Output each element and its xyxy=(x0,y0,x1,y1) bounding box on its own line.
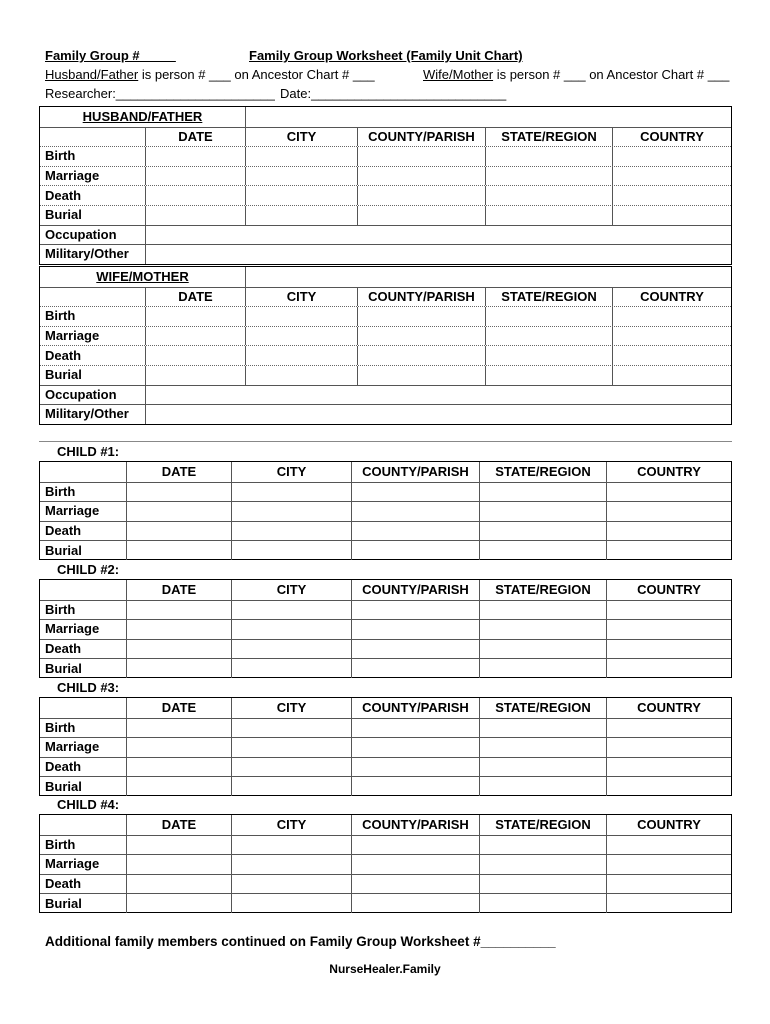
column-city: CITY xyxy=(245,128,357,147)
row-label: Birth xyxy=(45,483,76,499)
county-cell[interactable] xyxy=(351,777,479,796)
husband-label: Husband/Father xyxy=(45,67,139,82)
date-cell[interactable] xyxy=(126,502,231,521)
column-country: COUNTRY xyxy=(606,462,731,482)
child-1-title: CHILD #1: xyxy=(57,444,120,459)
country-cell[interactable] xyxy=(606,894,731,913)
date-cell[interactable] xyxy=(126,777,231,796)
occupation-cell[interactable] xyxy=(145,226,731,245)
country-cell[interactable] xyxy=(606,640,731,659)
empty-cell xyxy=(40,580,126,600)
country-cell[interactable] xyxy=(612,327,731,346)
child-1-table xyxy=(39,461,732,560)
county-cell[interactable] xyxy=(351,894,479,913)
table-row xyxy=(40,540,731,560)
city-cell[interactable] xyxy=(231,836,351,855)
date-cell[interactable] xyxy=(126,738,231,757)
table-row xyxy=(40,365,731,385)
table-row xyxy=(40,166,731,186)
row-label: Military/Other xyxy=(45,246,129,262)
row-label: Burial xyxy=(45,895,82,911)
column-county: COUNTY/PARISH xyxy=(351,462,479,482)
county-cell[interactable] xyxy=(357,346,485,365)
county-cell[interactable] xyxy=(357,167,485,186)
city-cell[interactable] xyxy=(245,366,357,385)
city-cell[interactable] xyxy=(231,659,351,678)
date-cell[interactable] xyxy=(126,894,231,913)
row-label: Occupation xyxy=(45,226,117,242)
military-cell[interactable] xyxy=(145,245,731,264)
date-cell[interactable] xyxy=(145,186,245,205)
wife-title: WIFE/MOTHER xyxy=(96,268,189,284)
state-cell[interactable] xyxy=(479,659,606,678)
column-county: COUNTY/PARISH xyxy=(357,128,485,147)
state-cell[interactable] xyxy=(479,894,606,913)
city-cell[interactable] xyxy=(245,186,357,205)
row-label: Burial xyxy=(45,778,82,794)
child-4-title: CHILD #4: xyxy=(57,797,120,812)
table-row xyxy=(40,737,731,757)
table-row xyxy=(40,244,731,264)
row-label: Military/Other xyxy=(45,406,129,422)
empty-cell xyxy=(245,107,731,127)
county-cell[interactable] xyxy=(351,483,479,502)
date-cell[interactable] xyxy=(126,483,231,502)
column-header-row xyxy=(40,287,731,307)
table-row xyxy=(40,757,731,777)
date-cell[interactable] xyxy=(126,522,231,541)
state-cell[interactable] xyxy=(485,206,612,225)
column-state: STATE/REGION xyxy=(479,815,606,835)
city-cell[interactable] xyxy=(231,640,351,659)
county-cell[interactable] xyxy=(357,186,485,205)
date-cell[interactable] xyxy=(145,147,245,166)
row-label: Birth xyxy=(45,148,76,164)
city-cell[interactable] xyxy=(231,483,351,502)
date-cell[interactable] xyxy=(145,167,245,186)
column-country: COUNTRY xyxy=(606,698,731,718)
state-cell[interactable] xyxy=(479,875,606,894)
country-cell[interactable] xyxy=(606,758,731,777)
city-cell[interactable] xyxy=(245,327,357,346)
table-row xyxy=(40,718,731,738)
table-row xyxy=(40,658,731,678)
empty-cell xyxy=(40,288,145,307)
table-row xyxy=(40,385,731,405)
row-label: Occupation xyxy=(45,386,117,402)
row-label: Death xyxy=(45,523,82,539)
country-cell[interactable] xyxy=(612,366,731,385)
column-country: COUNTRY xyxy=(612,288,731,307)
row-label: Burial xyxy=(45,207,82,223)
column-header-row xyxy=(40,580,731,600)
military-cell[interactable] xyxy=(145,405,731,424)
row-label: Marriage xyxy=(45,168,100,184)
empty-cell xyxy=(40,128,145,147)
country-cell[interactable] xyxy=(606,620,731,639)
row-label: Marriage xyxy=(45,621,100,637)
table-row xyxy=(40,501,731,521)
row-label: Marriage xyxy=(45,503,100,519)
state-cell[interactable] xyxy=(479,719,606,738)
city-cell[interactable] xyxy=(231,502,351,521)
county-cell[interactable] xyxy=(351,659,479,678)
city-cell[interactable] xyxy=(231,601,351,620)
researcher-field[interactable]: Researcher:______________________ xyxy=(45,86,275,101)
date-field[interactable]: Date:___________________________ xyxy=(280,86,507,101)
column-header-row xyxy=(40,815,731,835)
wife-person-text: is person # ___ on Ancestor Chart # ___ xyxy=(493,67,730,82)
city-cell[interactable] xyxy=(231,777,351,796)
table-row xyxy=(40,776,731,796)
column-date: DATE xyxy=(145,128,245,147)
date-cell[interactable] xyxy=(126,659,231,678)
child-3-title: CHILD #3: xyxy=(57,680,120,695)
state-cell[interactable] xyxy=(479,836,606,855)
country-cell[interactable] xyxy=(612,186,731,205)
column-city: CITY xyxy=(231,462,351,482)
wife-title-row xyxy=(40,267,731,287)
date-cell[interactable] xyxy=(145,346,245,365)
country-cell[interactable] xyxy=(606,855,731,874)
row-label: Burial xyxy=(45,367,82,383)
date-cell[interactable] xyxy=(126,875,231,894)
country-cell[interactable] xyxy=(606,777,731,796)
country-cell[interactable] xyxy=(606,659,731,678)
husband-title: HUSBAND/FATHER xyxy=(82,108,203,124)
state-cell[interactable] xyxy=(485,186,612,205)
child-2-title: CHILD #2: xyxy=(57,562,120,577)
city-cell[interactable] xyxy=(245,307,357,326)
county-cell[interactable] xyxy=(351,836,479,855)
row-label: Marriage xyxy=(45,856,100,872)
date-cell[interactable] xyxy=(145,327,245,346)
empty-cell xyxy=(40,462,126,482)
child-4-table xyxy=(39,814,732,913)
husband-title-row xyxy=(40,107,731,127)
date-cell[interactable] xyxy=(126,855,231,874)
table-row xyxy=(40,893,731,913)
table-row xyxy=(40,404,731,424)
row-label: Birth xyxy=(45,308,76,324)
date-cell[interactable] xyxy=(145,366,245,385)
city-cell[interactable] xyxy=(245,167,357,186)
city-cell[interactable] xyxy=(231,894,351,913)
continued-note[interactable]: Additional family members continued on Family Group Worksheet #__________ xyxy=(45,934,556,949)
country-cell[interactable] xyxy=(606,502,731,521)
city-cell[interactable] xyxy=(231,855,351,874)
state-cell[interactable] xyxy=(479,855,606,874)
row-label: Death xyxy=(45,347,82,363)
column-country: COUNTRY xyxy=(606,580,731,600)
column-city: CITY xyxy=(231,698,351,718)
date-cell[interactable] xyxy=(126,640,231,659)
table-row xyxy=(40,185,731,205)
column-city: CITY xyxy=(231,580,351,600)
county-cell[interactable] xyxy=(351,719,479,738)
state-cell[interactable] xyxy=(479,738,606,757)
county-cell[interactable] xyxy=(351,601,479,620)
state-cell[interactable] xyxy=(479,777,606,796)
table-row xyxy=(40,225,731,245)
county-cell[interactable] xyxy=(357,307,485,326)
divider xyxy=(39,441,732,442)
column-city: CITY xyxy=(245,288,357,307)
wife-table xyxy=(39,266,732,425)
row-label: Marriage xyxy=(45,328,100,344)
country-cell[interactable] xyxy=(606,601,731,620)
date-cell[interactable] xyxy=(126,541,231,560)
county-cell[interactable] xyxy=(357,206,485,225)
country-cell[interactable] xyxy=(612,167,731,186)
table-row xyxy=(40,146,731,166)
child-2-table xyxy=(39,579,732,678)
city-cell[interactable] xyxy=(231,875,351,894)
country-cell[interactable] xyxy=(612,307,731,326)
date-cell[interactable] xyxy=(145,307,245,326)
city-cell[interactable] xyxy=(245,346,357,365)
county-cell[interactable] xyxy=(351,640,479,659)
row-label: Birth xyxy=(45,601,76,617)
city-cell[interactable] xyxy=(231,620,351,639)
county-cell[interactable] xyxy=(351,502,479,521)
column-state: STATE/REGION xyxy=(479,698,606,718)
table-row xyxy=(40,854,731,874)
husband-person-text: is person # ___ on Ancestor Chart # ___ xyxy=(138,67,375,82)
row-label: Marriage xyxy=(45,739,100,755)
date-cell[interactable] xyxy=(145,206,245,225)
column-header-row xyxy=(40,698,731,718)
table-row xyxy=(40,345,731,365)
state-cell[interactable] xyxy=(485,167,612,186)
row-label: Death xyxy=(45,876,82,892)
city-cell[interactable] xyxy=(231,541,351,560)
state-cell[interactable] xyxy=(479,483,606,502)
page-title: Family Group Worksheet (Family Unit Chart) xyxy=(249,48,523,63)
table-row xyxy=(40,482,731,502)
state-cell[interactable] xyxy=(479,640,606,659)
country-cell[interactable] xyxy=(606,719,731,738)
table-row xyxy=(40,600,731,620)
row-label: Burial xyxy=(45,542,82,558)
table-row xyxy=(40,521,731,541)
table-row xyxy=(40,326,731,346)
state-cell[interactable] xyxy=(479,620,606,639)
country-cell[interactable] xyxy=(612,147,731,166)
wife-label: Wife/Mother xyxy=(423,67,494,82)
column-state: STATE/REGION xyxy=(485,288,612,307)
table-row xyxy=(40,835,731,855)
column-county: COUNTY/PARISH xyxy=(357,288,485,307)
state-cell[interactable] xyxy=(479,541,606,560)
city-cell[interactable] xyxy=(245,147,357,166)
date-cell[interactable] xyxy=(126,620,231,639)
column-country: COUNTRY xyxy=(606,815,731,835)
column-county: COUNTY/PARISH xyxy=(351,815,479,835)
column-date: DATE xyxy=(126,580,231,600)
child-3-table xyxy=(39,697,732,796)
row-label: Death xyxy=(45,187,82,203)
state-cell[interactable] xyxy=(485,366,612,385)
column-city: CITY xyxy=(231,815,351,835)
county-cell[interactable] xyxy=(357,147,485,166)
city-cell[interactable] xyxy=(231,738,351,757)
state-cell[interactable] xyxy=(479,601,606,620)
column-date: DATE xyxy=(126,698,231,718)
county-cell[interactable] xyxy=(351,855,479,874)
row-label: Death xyxy=(45,759,82,775)
country-cell[interactable] xyxy=(612,206,731,225)
column-state: STATE/REGION xyxy=(479,462,606,482)
city-cell[interactable] xyxy=(245,206,357,225)
empty-cell xyxy=(40,698,126,718)
county-cell[interactable] xyxy=(357,366,485,385)
country-cell[interactable] xyxy=(606,541,731,560)
column-date: DATE xyxy=(145,288,245,307)
country-cell[interactable] xyxy=(606,522,731,541)
column-county: COUNTY/PARISH xyxy=(351,580,479,600)
state-cell[interactable] xyxy=(479,758,606,777)
state-cell[interactable] xyxy=(479,522,606,541)
city-cell[interactable] xyxy=(231,522,351,541)
state-cell[interactable] xyxy=(485,346,612,365)
country-cell[interactable] xyxy=(606,875,731,894)
country-cell[interactable] xyxy=(606,483,731,502)
site-name: NurseHealer.Family xyxy=(329,962,441,976)
county-cell[interactable] xyxy=(351,541,479,560)
date-cell[interactable] xyxy=(126,836,231,855)
country-cell[interactable] xyxy=(606,738,731,757)
row-label: Birth xyxy=(45,719,76,735)
county-cell[interactable] xyxy=(351,620,479,639)
column-country: COUNTRY xyxy=(612,128,731,147)
column-header-row xyxy=(40,462,731,482)
table-row xyxy=(40,639,731,659)
city-cell[interactable] xyxy=(231,719,351,738)
state-cell[interactable] xyxy=(485,327,612,346)
empty-cell xyxy=(245,267,731,287)
column-state: STATE/REGION xyxy=(485,128,612,147)
column-date: DATE xyxy=(126,462,231,482)
family-group-number[interactable]: Family Group #_____ xyxy=(45,48,176,63)
table-row xyxy=(40,874,731,894)
county-cell[interactable] xyxy=(351,522,479,541)
date-cell[interactable] xyxy=(126,601,231,620)
row-label: Burial xyxy=(45,660,82,676)
row-label: Death xyxy=(45,641,82,657)
table-row xyxy=(40,205,731,225)
table-row xyxy=(40,619,731,639)
wife-person-line[interactable] xyxy=(423,67,729,83)
date-cell[interactable] xyxy=(126,719,231,738)
husband-table xyxy=(39,106,732,265)
column-header-row xyxy=(40,127,731,147)
table-row xyxy=(40,306,731,326)
state-cell[interactable] xyxy=(479,502,606,521)
county-cell[interactable] xyxy=(351,875,479,894)
column-date: DATE xyxy=(126,815,231,835)
husband-person-line[interactable] xyxy=(45,67,375,83)
column-county: COUNTY/PARISH xyxy=(351,698,479,718)
state-cell[interactable] xyxy=(485,147,612,166)
column-state: STATE/REGION xyxy=(479,580,606,600)
occupation-cell[interactable] xyxy=(145,386,731,405)
county-cell[interactable] xyxy=(351,758,479,777)
state-cell[interactable] xyxy=(485,307,612,326)
county-cell[interactable] xyxy=(351,738,479,757)
county-cell[interactable] xyxy=(357,327,485,346)
country-cell[interactable] xyxy=(612,346,731,365)
country-cell[interactable] xyxy=(606,836,731,855)
date-cell[interactable] xyxy=(126,758,231,777)
row-label: Birth xyxy=(45,836,76,852)
empty-cell xyxy=(40,815,126,835)
city-cell[interactable] xyxy=(231,758,351,777)
